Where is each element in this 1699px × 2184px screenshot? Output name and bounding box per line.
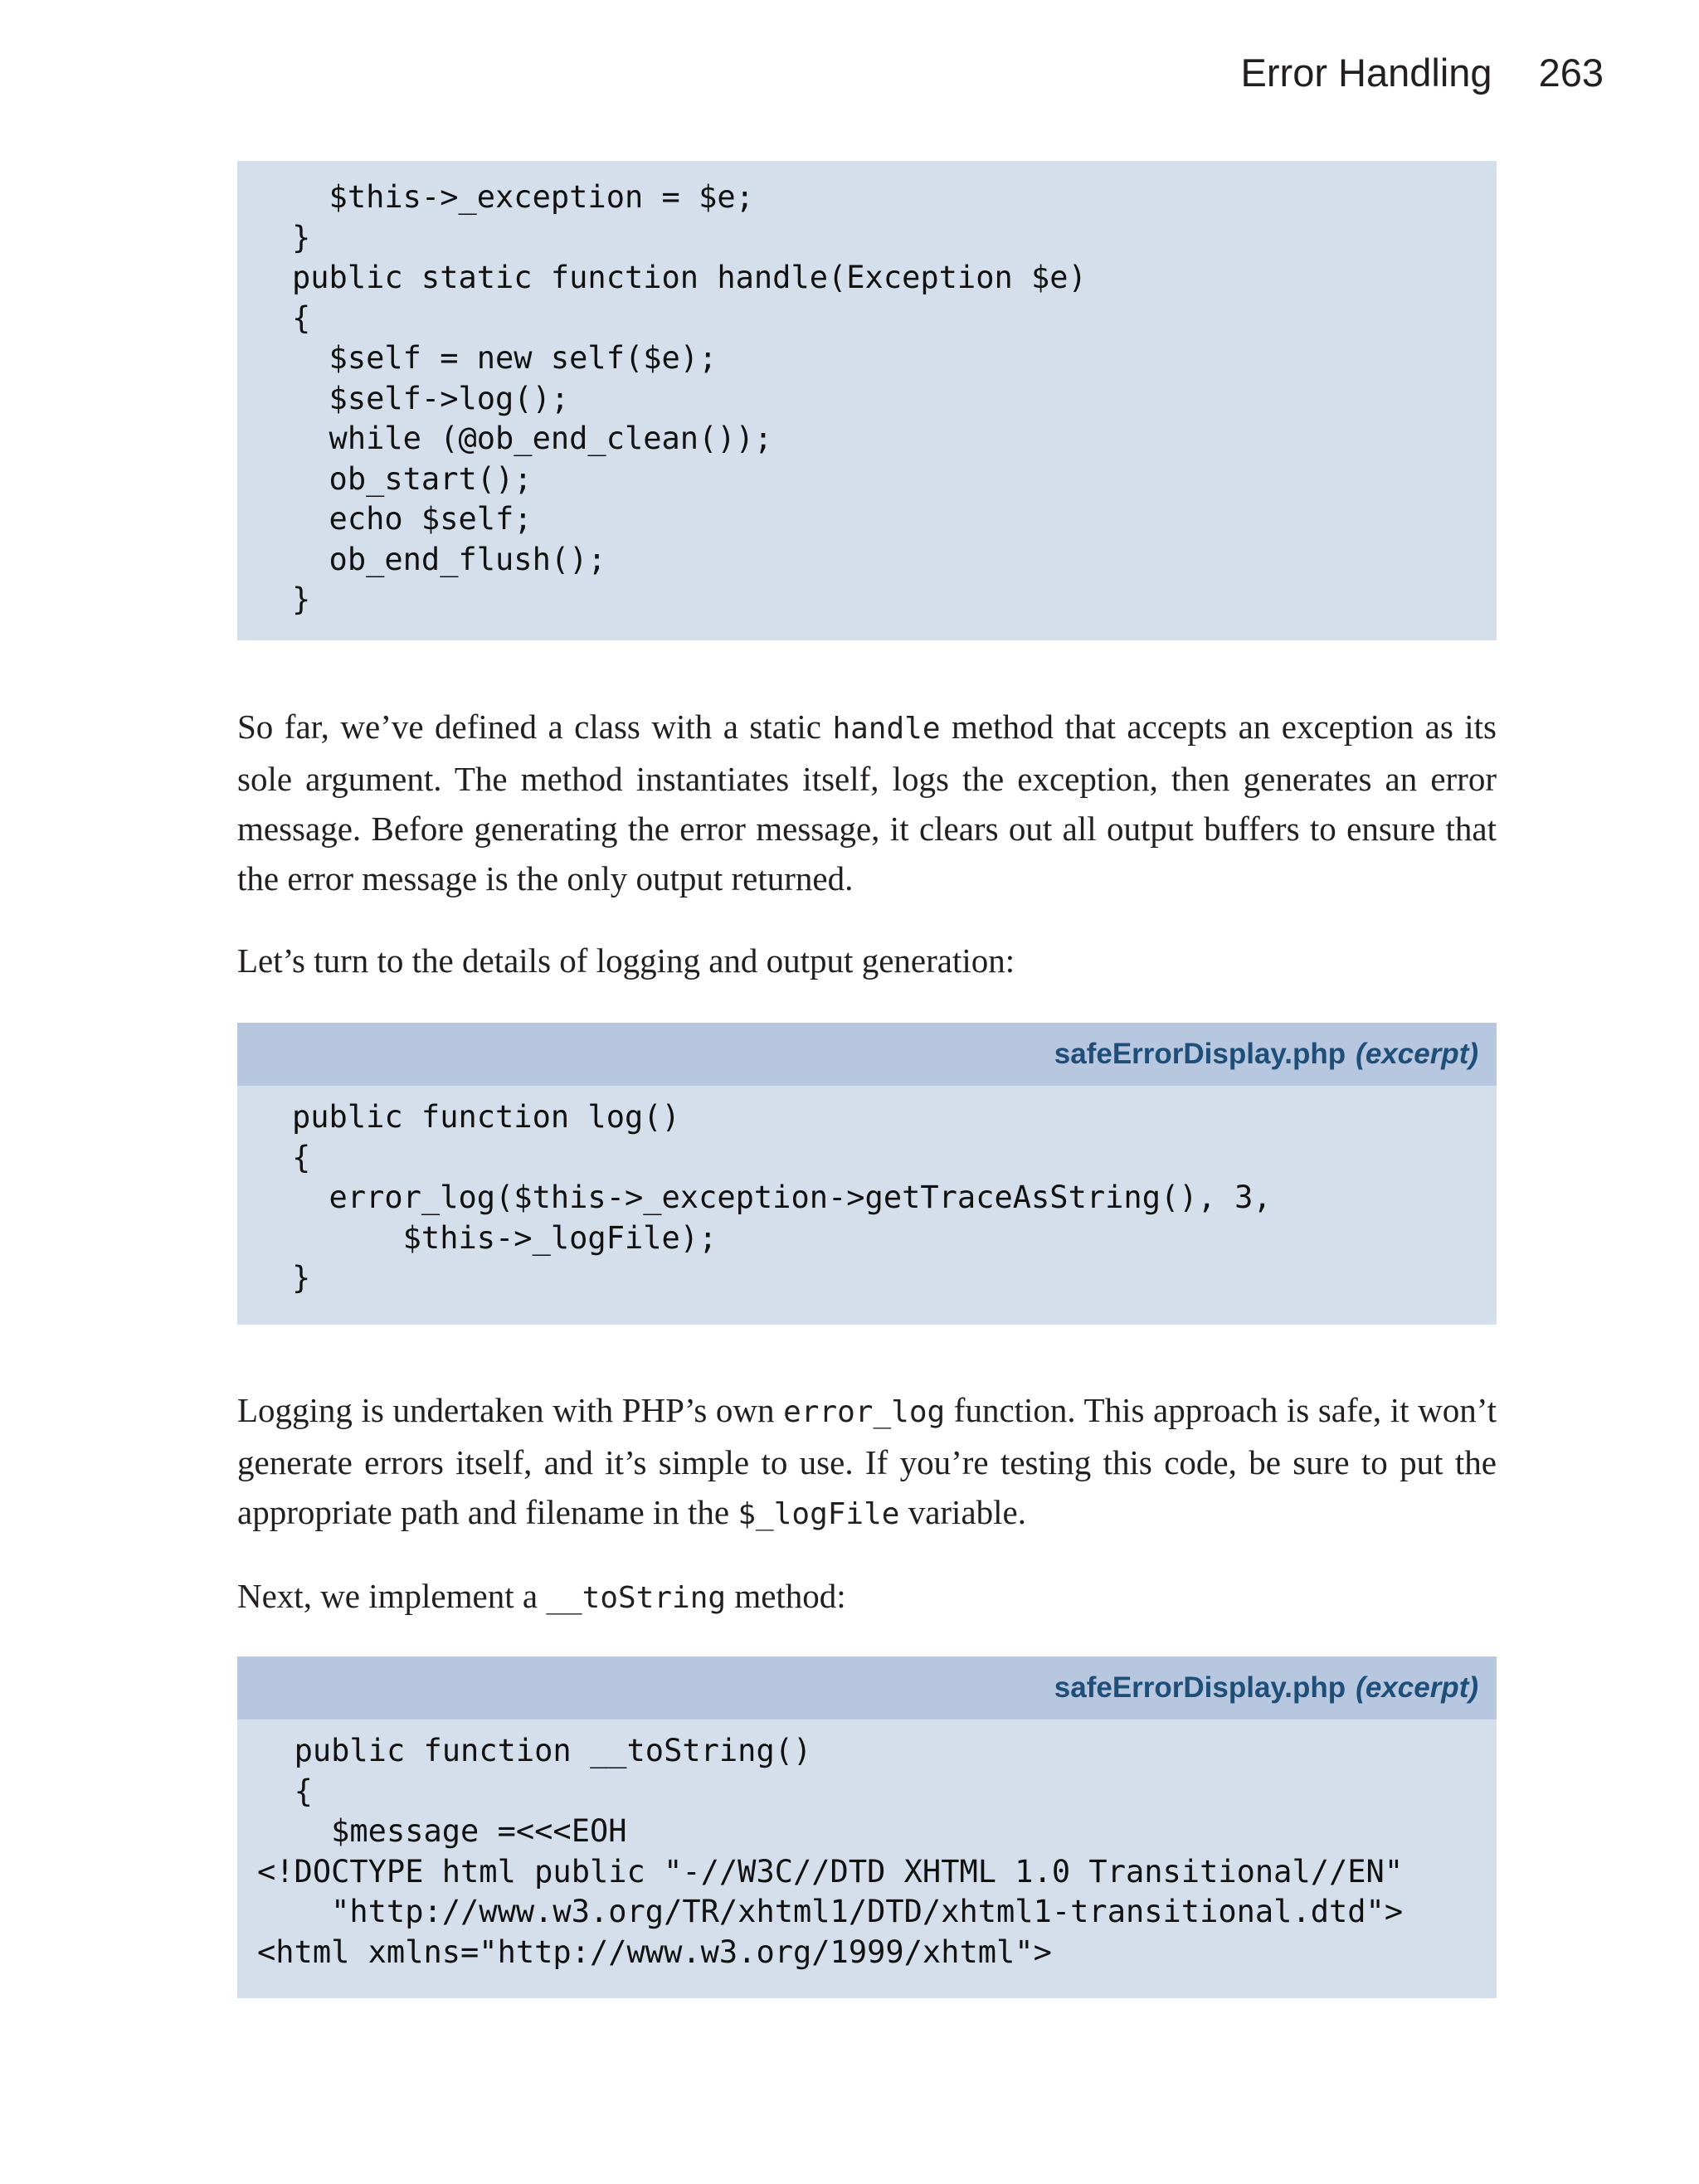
code-line: }: [292, 219, 311, 255]
code-line: $self->log();: [292, 380, 570, 416]
paragraph-text: Logging is undertaken with PHP’s own: [237, 1391, 784, 1429]
paragraph-text: function. This approach is safe, it won’t generate errors itself, and it’s simple to use. If you’re testing this code, be sure to put the appropriate path and filename in the: [237, 1391, 1497, 1531]
code-listing: [237, 1719, 1497, 1972]
inline-code: __toString: [546, 1581, 727, 1615]
paragraph-error-log: [237, 1385, 1497, 1540]
code-line: {: [294, 1773, 313, 1809]
inline-code: $_logFile: [738, 1497, 900, 1531]
running-header: [1241, 50, 1604, 95]
code-line: [257, 1733, 295, 1768]
code-line: [257, 1773, 295, 1809]
code-excerpt-note: (excerpt): [1356, 1038, 1478, 1070]
code-line: $message =<<<EOH: [294, 1813, 627, 1849]
code-line: }: [292, 1260, 311, 1296]
code-line: public static function handle(Exception $e): [292, 260, 1087, 295]
code-line: <!DOCTYPE html public "-//W3C//DTD XHTML 1.0 Transitional//EN": [257, 1853, 1404, 1890]
code-line: public function log(): [292, 1099, 680, 1135]
code-filename: safeErrorDisplay.php: [1054, 1671, 1346, 1704]
code-listing: [237, 1086, 1497, 1299]
code-line: <html xmlns="http://www.w3.org/1999/xhtml">: [257, 1933, 1052, 1970]
code-excerpt-note: (excerpt): [1356, 1671, 1478, 1704]
code-line: "http://www.w3.org/TR/xhtml1/DTD/xhtml1-transitional.dtd">: [257, 1894, 1404, 1929]
chapter-title: Error Handling: [1240, 51, 1492, 95]
code-line: public function __toString(): [294, 1733, 812, 1768]
code-listing: [237, 178, 1497, 620]
code-caption: [237, 1023, 1497, 1086]
inline-code: handle: [832, 712, 941, 746]
code-line: $this->_logFile);: [292, 1219, 718, 1256]
code-block-tostring: [237, 1656, 1497, 1998]
paragraph-tostring-intro: [237, 1571, 1497, 1623]
inline-code: error_log: [783, 1395, 946, 1429]
code-line: ob_end_flush();: [292, 541, 606, 577]
code-line: [257, 1813, 295, 1849]
code-line: ob_start();: [292, 460, 533, 497]
code-line: {: [292, 299, 311, 336]
code-caption: [237, 1656, 1497, 1719]
code-line: {: [292, 1139, 311, 1175]
code-line: echo $self;: [292, 501, 533, 537]
paragraph-text: method:: [726, 1577, 846, 1615]
paragraph-handle-method: [237, 702, 1497, 903]
code-line: $this->_exception = $e;: [292, 179, 754, 215]
paragraph-text: Let’s turn to the details of logging and output generation:: [237, 941, 1015, 980]
paragraph-logging-intro: [237, 936, 1497, 985]
code-block-log: [237, 1023, 1497, 1325]
code-line: while (@ob_end_clean());: [292, 421, 773, 456]
code-filename: safeErrorDisplay.php: [1054, 1038, 1346, 1070]
paragraph-text: variable.: [899, 1493, 1026, 1531]
code-line: $self = new self($e);: [292, 340, 718, 376]
paragraph-text: method that accepts an exception as its sole argument. The method instantiates itself, logs the exception, then generates an error message. Before generating the error message, it clears out all output buffers to ensure that the error message is the only output returned.: [237, 708, 1497, 897]
paragraph-text: So far, we’ve defined a class with a static: [237, 708, 833, 746]
code-line: }: [292, 581, 311, 617]
page-number: 263: [1538, 51, 1604, 95]
code-line: error_log($this->_exception->getTraceAsString(), 3,: [292, 1180, 1272, 1215]
paragraph-text: Next, we implement a: [237, 1577, 547, 1615]
code-block-handle: [237, 161, 1497, 640]
